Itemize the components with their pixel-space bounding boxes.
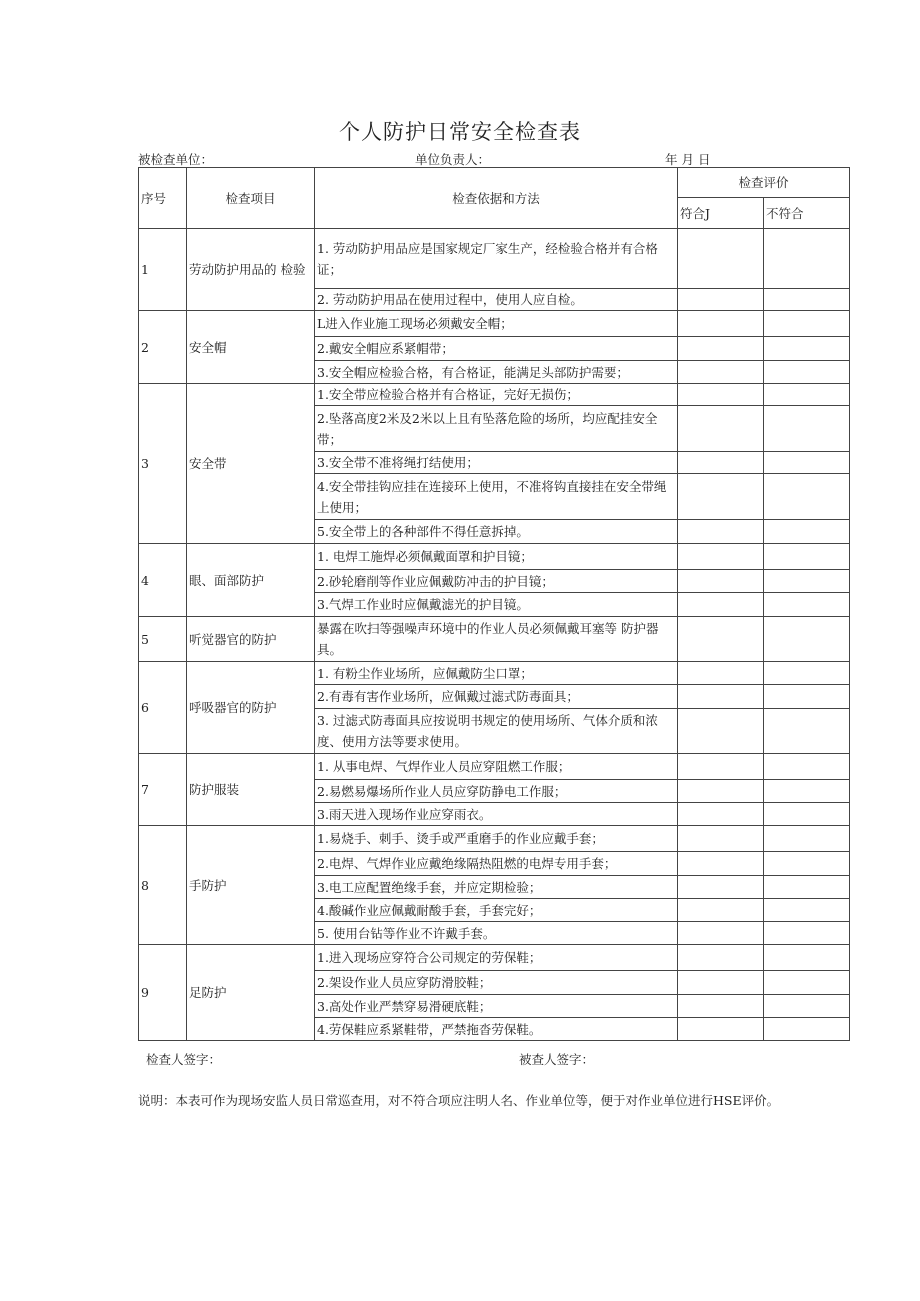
seq-cell: 2 (139, 311, 187, 384)
table-body (139, 229, 850, 1041)
seq-cell: 6 (139, 662, 187, 754)
pass-cell[interactable] (678, 685, 764, 709)
table-row (139, 754, 850, 780)
inspection-table (138, 167, 850, 1041)
method-cell: 1. 有粉尘作业场所，应佩戴防尘口罩； (315, 662, 678, 685)
fail-cell[interactable] (764, 662, 850, 685)
table-row (139, 544, 850, 570)
method-cell: 1.易烧手、刺手、烫手或严重磨手的作业应戴手套； (315, 826, 678, 852)
seq-cell: 1 (139, 229, 187, 311)
table-row (139, 384, 850, 406)
fail-cell[interactable] (764, 876, 850, 899)
pass-cell[interactable] (678, 474, 764, 520)
page-title: 个人防护日常安全检查表 (339, 120, 581, 144)
pass-cell[interactable] (678, 876, 764, 899)
pass-cell[interactable] (678, 709, 764, 754)
pass-cell[interactable] (678, 544, 764, 570)
fail-cell[interactable] (764, 780, 850, 803)
method-cell: 暴露在吹扫等强噪声环境中的作业人员必须佩戴耳塞等 防护器具。 (315, 617, 678, 662)
method-cell: 3.安全帽应检验合格，有合格证，能满足头部防护需要； (315, 361, 678, 384)
fail-cell[interactable] (764, 229, 850, 289)
pass-cell[interactable] (678, 593, 764, 617)
pass-cell[interactable] (678, 311, 764, 337)
pass-cell[interactable] (678, 617, 764, 662)
fail-cell[interactable] (764, 337, 850, 361)
item-cell: 呼吸器官的防护 (187, 662, 315, 754)
method-cell: 1. 劳动防护用品应是国家规定厂家生产，经检验合格并有合格证； (315, 229, 678, 289)
unit-manager-label: 单位负责人： (415, 152, 491, 167)
method-cell: 1. 电焊工施焊必须佩戴面罩和护目镜； (315, 544, 678, 570)
inspected-signature-label: 被查人签字： (519, 1052, 595, 1067)
fail-cell[interactable] (764, 617, 850, 662)
method-cell: 2.架设作业人员应穿防滑胶鞋； (315, 971, 678, 995)
method-cell: 5.安全带上的各种部件不得任意拆掉。 (315, 520, 678, 544)
method-cell: 5. 使用台钻等作业不许戴手套。 (315, 922, 678, 945)
method-cell: 1.进入现场应穿符合公司规定的劳保鞋； (315, 945, 678, 971)
seq-cell: 5 (139, 617, 187, 662)
fail-cell[interactable] (764, 945, 850, 971)
fail-cell[interactable] (764, 1018, 850, 1041)
fail-cell[interactable] (764, 803, 850, 826)
method-cell: 3.高处作业严禁穿易滑硬底鞋； (315, 995, 678, 1018)
method-cell: 3.雨天进入现场作业应穿雨衣。 (315, 803, 678, 826)
pass-cell[interactable] (678, 803, 764, 826)
pass-cell[interactable] (678, 754, 764, 780)
item-cell: 听觉器官的防护 (187, 617, 315, 662)
seq-cell: 7 (139, 754, 187, 826)
item-cell: 手防护 (187, 826, 315, 945)
table-row (139, 945, 850, 971)
fail-cell[interactable] (764, 754, 850, 780)
pass-cell[interactable] (678, 337, 764, 361)
fail-cell[interactable] (764, 899, 850, 922)
fail-cell[interactable] (764, 384, 850, 406)
pass-cell[interactable] (678, 826, 764, 852)
fail-cell[interactable] (764, 289, 850, 311)
explanation-note: 说明：本表可作为现场安监人员日常巡查用，对不符合项应注明人名、作业单位等，便于对作业单位进行HSE评价。 (138, 1093, 780, 1108)
pass-cell[interactable] (678, 780, 764, 803)
method-cell: 2.易燃易爆场所作业人员应穿防静电工作服； (315, 780, 678, 803)
table-row (139, 826, 850, 852)
fail-cell[interactable] (764, 922, 850, 945)
pass-cell[interactable] (678, 229, 764, 289)
item-cell: 足防护 (187, 945, 315, 1041)
pass-cell[interactable] (678, 899, 764, 922)
pass-cell[interactable] (678, 995, 764, 1018)
method-cell: 1. 从事电焊、气焊作业人员应穿阻燃工作服； (315, 754, 678, 780)
pass-cell[interactable] (678, 452, 764, 474)
header-eval: 检查评价 (678, 168, 850, 198)
header-method: 检查依据和方法 (315, 168, 678, 229)
method-cell: 4.劳保鞋应系紧鞋带，严禁拖沓劳保鞋。 (315, 1018, 678, 1041)
pass-cell[interactable] (678, 361, 764, 384)
pass-cell[interactable] (678, 1018, 764, 1041)
seq-cell: 4 (139, 544, 187, 617)
pass-cell[interactable] (678, 570, 764, 593)
table-row (139, 662, 850, 685)
fail-cell[interactable] (764, 474, 850, 520)
table-row (139, 229, 850, 289)
method-cell: 2.电焊、气焊作业应戴绝缘隔热阻燃的电焊专用手套； (315, 852, 678, 876)
method-cell: 3.气焊工作业时应佩戴滤光的护目镜。 (315, 593, 678, 617)
header-seq: 序号 (139, 168, 187, 229)
seq-cell: 9 (139, 945, 187, 1041)
method-cell: L进入作业施工现场必须戴安全帽； (315, 311, 678, 337)
fail-cell[interactable] (764, 452, 850, 474)
method-cell: 2.坠落高度2米及2米以上且有坠落危险的场所，均应配挂安全带； (315, 406, 678, 452)
item-cell: 眼、面部防护 (187, 544, 315, 617)
pass-cell[interactable] (678, 406, 764, 452)
method-cell: 2. 劳动防护用品在使用过程中，使用人应自检。 (315, 289, 678, 311)
fail-cell[interactable] (764, 852, 850, 876)
method-cell: 3. 过滤式防毒面具应按说明书规定的使用场所、气体介质和浓度、使用方法等要求使用。 (315, 709, 678, 754)
date-label: 年 月 日 (665, 152, 711, 167)
seq-cell: 8 (139, 826, 187, 945)
method-cell: 2.有毒有害作业场所，应佩戴过滤式防毒面具； (315, 685, 678, 709)
method-cell: 2.砂轮磨削等作业应佩戴防冲击的护目镜； (315, 570, 678, 593)
item-cell: 劳动防护用品的 检验 (187, 229, 315, 311)
fail-cell[interactable] (764, 520, 850, 544)
inspected-unit-label: 被检查单位： (138, 152, 214, 167)
method-cell: 3.安全带不准将绳打结使用； (315, 452, 678, 474)
pass-cell[interactable] (678, 945, 764, 971)
fail-cell[interactable] (764, 570, 850, 593)
method-cell: 1.安全带应检验合格并有合格证，完好无损伤； (315, 384, 678, 406)
item-cell: 防护服装 (187, 754, 315, 826)
pass-cell[interactable] (678, 520, 764, 544)
fail-cell[interactable] (764, 995, 850, 1018)
method-cell: 4.安全带挂钩应挂在连接环上使用，不准将钩直接挂在安全带绳上使用； (315, 474, 678, 520)
method-cell: 2.戴安全帽应系紧帽带； (315, 337, 678, 361)
fail-cell[interactable] (764, 685, 850, 709)
seq-cell: 3 (139, 384, 187, 544)
fail-cell[interactable] (764, 361, 850, 384)
table-row (139, 617, 850, 662)
pass-cell[interactable] (678, 289, 764, 311)
pass-cell[interactable] (678, 852, 764, 876)
item-cell: 安全带 (187, 384, 315, 544)
fail-cell[interactable] (764, 593, 850, 617)
fail-cell[interactable] (764, 709, 850, 754)
pass-cell[interactable] (678, 971, 764, 995)
pass-cell[interactable] (678, 662, 764, 685)
method-cell: 4.酸碱作业应佩戴耐酸手套，手套完好； (315, 899, 678, 922)
inspector-signature-label: 检查人签字： (146, 1052, 222, 1067)
fail-cell[interactable] (764, 311, 850, 337)
header-pass: 符合J (678, 198, 764, 229)
table-row (139, 311, 850, 337)
fail-cell[interactable] (764, 406, 850, 452)
pass-cell[interactable] (678, 922, 764, 945)
fail-cell[interactable] (764, 544, 850, 570)
header-item: 检查项目 (187, 168, 315, 229)
method-cell: 3.电工应配置绝缘手套，并应定期检验； (315, 876, 678, 899)
fail-cell[interactable] (764, 971, 850, 995)
header-fail: 不符合 (764, 198, 850, 229)
fail-cell[interactable] (764, 826, 850, 852)
item-cell: 安全帽 (187, 311, 315, 384)
pass-cell[interactable] (678, 384, 764, 406)
